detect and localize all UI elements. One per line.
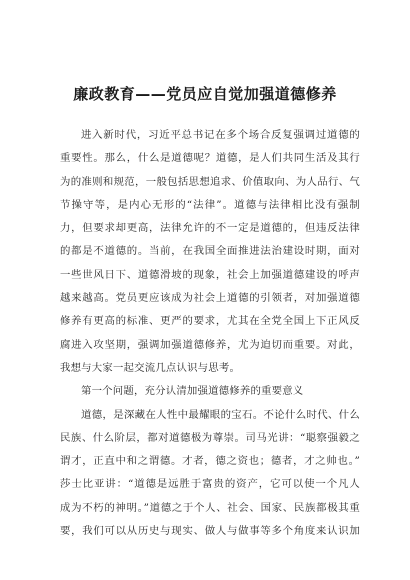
body-text-line: 力，但要求却更高，法律允许的不一定是道德的，但违反法律 <box>60 222 360 235</box>
document-title: 廉政教育——党员应自觉加强道德修养 <box>73 85 337 103</box>
body-text-line: 进入新时代，习近平总书记在多个场合反复强调过道德的 <box>81 129 360 141</box>
body-text-line: 民族、什么阶层，都对道德极为尊崇。司马光讲：“聪察强毅之 <box>60 431 360 444</box>
body-text-line: 一些世风日下、道德滑坡的现象，社会上加强道德建设的呼声 <box>60 268 360 281</box>
body-text-line: 道德，是深藏在人性中最耀眼的宝石。不论什么时代、什么 <box>81 408 360 421</box>
document-body <box>60 124 360 543</box>
body-text-line: 成为不朽的神明。”道德之于个人、社会、国家、民族都极其重 <box>60 501 360 514</box>
body-text-line: 节操守等，是内心无形的“法律”。道德与法律相比没有强制 <box>60 198 360 211</box>
body-text-line: 我想与大家一起交流几点认识与思考。 <box>60 361 241 374</box>
body-text-line: 修养有更高的标准、更严的要求，尤其在全党全国上下正风反 <box>60 315 360 328</box>
body-text-line: 莎士比亚讲：“道德是远胜于富贵的资产，它可以使一个凡人 <box>60 478 360 491</box>
body-text-line: 重要性。那么，什么是道德呢？道德，是人们共同生活及其行 <box>60 152 360 165</box>
body-text-line: 为的准则和规范，一般包括思想追求、价值取向、为人品行、气 <box>60 175 360 188</box>
body-text-line: 越来越高。党员更应该成为社会上道德的引领者，对加强道德 <box>60 292 360 305</box>
body-text-line: 第一个问题，充分认清加强道德修养的重要意义 <box>81 385 304 398</box>
body-text-line: 腐进入攻坚期，强调加强道德修养，尤为迫切而重要。对此， <box>60 338 360 351</box>
body-text-line: 的都是不道德的。当前，在我国全面推进法治建设时期，面对 <box>60 245 360 258</box>
body-text-line: 要，我们可以从历史与现实、做人与做事等多个角度来认识加 <box>60 525 360 538</box>
body-text-line: 谓才，正直中和之谓德。才者，德之资也；德者，才之帅也。” <box>60 455 360 468</box>
